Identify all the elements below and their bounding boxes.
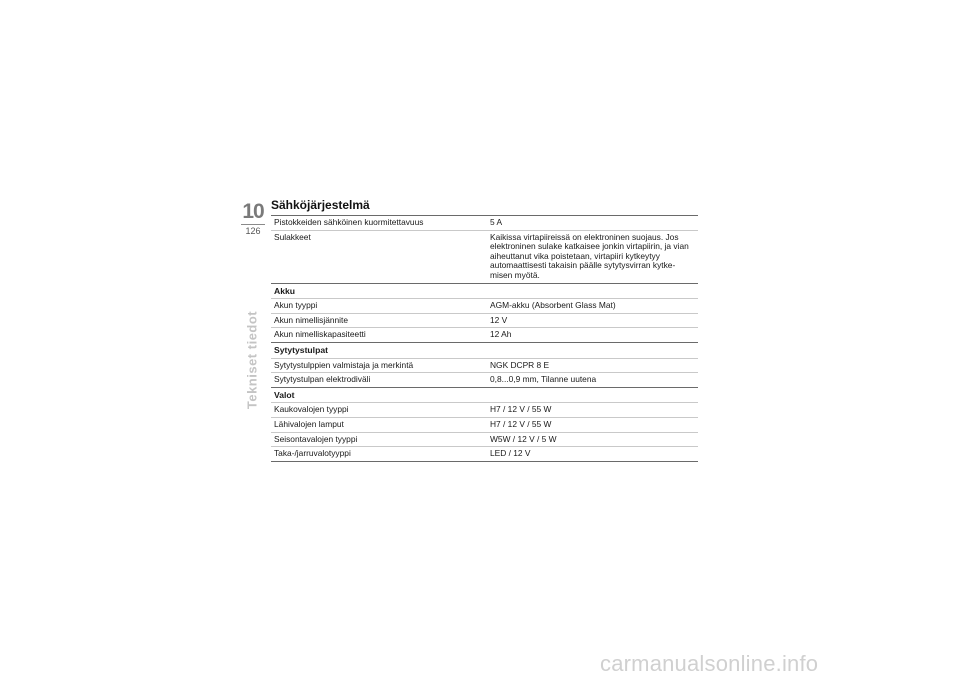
row-key: Akun nimellisjännite xyxy=(274,314,349,325)
page-number: 126 xyxy=(245,226,261,236)
chapter-marker xyxy=(241,201,265,237)
site-watermark: carmanualsonline.info xyxy=(600,651,819,676)
row-value: NGK DCPR 8 E xyxy=(490,359,550,370)
spec-table xyxy=(271,215,698,462)
row-value: 0,8...0,9 mm, Tilanne uutena xyxy=(490,374,597,385)
table-row xyxy=(271,359,698,374)
table-row xyxy=(271,314,698,329)
side-chapter-label: Tekniset tiedot xyxy=(244,310,260,410)
row-key: Sytytystulppien valmistaja ja merkintä xyxy=(274,359,414,370)
row-value: 12 V xyxy=(490,314,508,325)
row-value: Kaikissa virtapiireissä on elektroninen suojaus. Jos elektroninen sulake katkaisee jonkin virtapiirin, ja vian aiheuttanut vika poistetaan, virtapiiri kytkeytyy automaattisesti takaisin päälle sytytysvirran kytke-misen myötä. xyxy=(490,231,689,280)
table-row xyxy=(271,403,698,418)
row-key: Kaukovalojen tyyppi xyxy=(274,404,349,415)
group-heading-akku: Akku xyxy=(271,284,698,300)
row-key: Sulakkeet xyxy=(274,231,311,242)
row-key: Sytytystulpan elektrodiväli xyxy=(274,374,371,385)
row-value: AGM-akku (Absorbent Glass Mat) xyxy=(490,300,616,311)
row-value: 12 Ah xyxy=(490,329,512,340)
table-row xyxy=(271,373,698,388)
table-row xyxy=(271,447,698,462)
row-key: Seisontavalojen tyyppi xyxy=(274,433,358,444)
row-key: Lähivalojen lamput xyxy=(274,418,344,429)
table-row xyxy=(271,418,698,433)
row-key: Akun nimelliskapasiteetti xyxy=(274,329,366,340)
table-row xyxy=(271,216,698,231)
group-heading-valot: Valot xyxy=(271,388,698,404)
row-value: H7 / 12 V / 55 W xyxy=(490,404,552,415)
row-key: Akun tyyppi xyxy=(274,300,318,311)
row-key: Pistokkeiden sähköinen kuormitettavuus xyxy=(274,217,424,227)
row-value: LED / 12 V xyxy=(490,448,531,459)
chapter-number: 10 xyxy=(242,200,264,223)
group-heading-sytytystulpat: Sytytystulpat xyxy=(271,343,698,359)
chapter-divider xyxy=(241,224,265,225)
table-row xyxy=(271,433,698,448)
table-row xyxy=(271,299,698,314)
table-row xyxy=(271,231,698,284)
row-value: H7 / 12 V / 55 W xyxy=(490,418,552,429)
table-row xyxy=(271,328,698,343)
row-value: 5 A xyxy=(490,217,503,227)
row-value: W5W / 12 V / 5 W xyxy=(490,433,557,444)
section-title: Sähköjärjestelmä xyxy=(271,198,370,212)
row-key: Taka-/jarruvalotyyppi xyxy=(274,448,351,459)
